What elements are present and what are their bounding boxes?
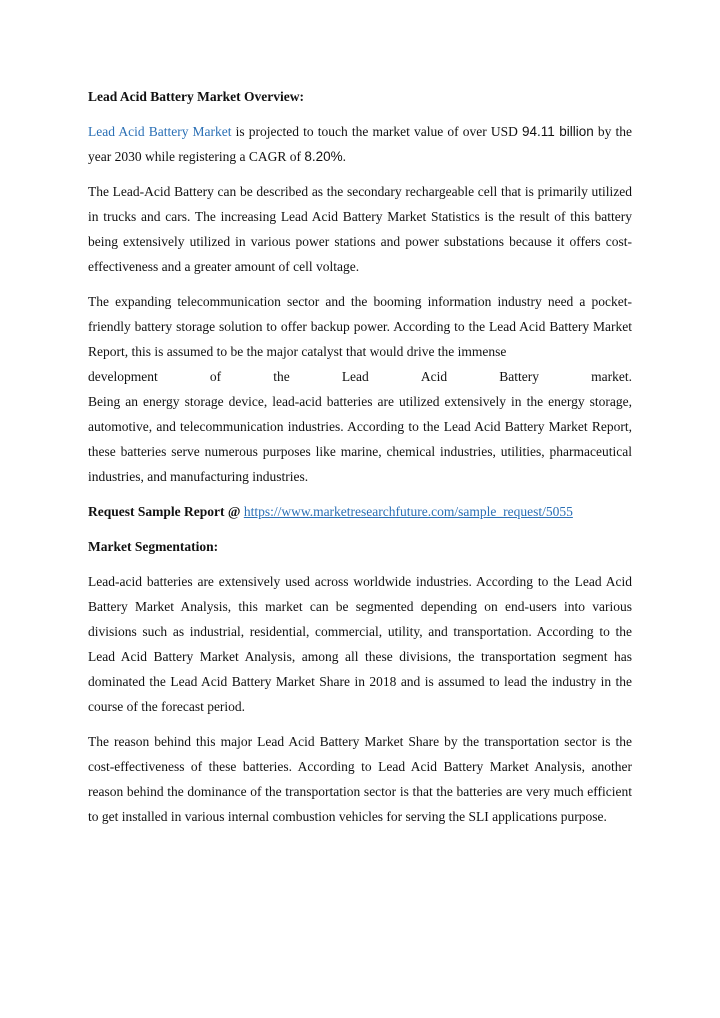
cagr-value: 8.20% <box>304 149 343 164</box>
segmentation-heading: Market Segmentation: <box>88 539 219 554</box>
intro-text-b: by the year 2030 while registering a CAGR of <box>88 124 633 164</box>
market-value: 94.11 billion <box>521 124 594 139</box>
request-sample-label: Request Sample Report @ <box>88 504 241 519</box>
telecom-paragraph: The expanding telecommunication sector and the booming information industry need a pocket-friendly battery storage solution to offer backup power. According to the Lead Acid Battery Market Report, this is assumed to be the major catalyst that would drive the immense <box>88 294 632 359</box>
description-paragraph: The Lead-Acid Battery can be described as the secondary rechargeable cell that is primarily utilized in trucks and cars. The increasing Lead Acid Battery Market Statistics is the result of this battery being extensively utilized in various power stations and power substations because it offers cost-effectiveness and a greater amount of cell voltage. <box>88 184 632 274</box>
request-sample-line <box>88 499 632 524</box>
word: Lead <box>341 369 369 384</box>
word: Battery <box>499 369 540 384</box>
word: of <box>209 369 222 384</box>
transportation-paragraph: The reason behind this major Lead Acid Battery Market Share by the transportation sector is the cost-effectiveness of these batteries. According to Lead Acid Battery Market Analysis, another reason behind the dominance of the transportation sector is that the batteries are very much efficient to get installed in various internal combustion vehicles for serving the SLI applications purpose. <box>88 734 632 824</box>
document-body <box>88 84 632 839</box>
segmentation-paragraph: Lead-acid batteries are extensively used across worldwide industries. According to the Lead Acid Battery Market Analysis, this market can be segmented depending on end-users into various divisions such as industrial, residential, commercial, utility, and transportation. According to the Lead Acid Battery Market Analysis, among all these divisions, the transportation segment has dominated the Lead Acid Battery Market Share in 2018 and is assumed to lead the industry in the course of the forecast period. <box>88 574 632 714</box>
word: market. <box>591 369 632 384</box>
sample-request-link[interactable]: https://www.marketresearchfuture.com/sample_request/5055 <box>243 504 573 519</box>
telecom-paragraph-last-line <box>88 364 632 389</box>
overview-heading: Lead Acid Battery Market Overview: <box>88 89 304 104</box>
energy-storage-paragraph: Being an energy storage device, lead-acid batteries are utilized extensively in the energy storage, automotive, and telecommunication industries. According to the Lead Acid Battery Market Report, these batteries serve numerous purposes like marine, chemical industries, utilities, pharmaceutical industries, and manufacturing industries. <box>88 394 632 484</box>
intro-paragraph <box>88 119 632 169</box>
word: development <box>88 369 158 384</box>
word: Acid <box>420 369 448 384</box>
word: the <box>273 369 290 384</box>
intro-text-a: is projected to touch the market value of over USD <box>231 124 522 139</box>
intro-text-c: . <box>342 149 346 164</box>
lead-acid-battery-market-link[interactable]: Lead Acid Battery Market <box>88 124 232 139</box>
